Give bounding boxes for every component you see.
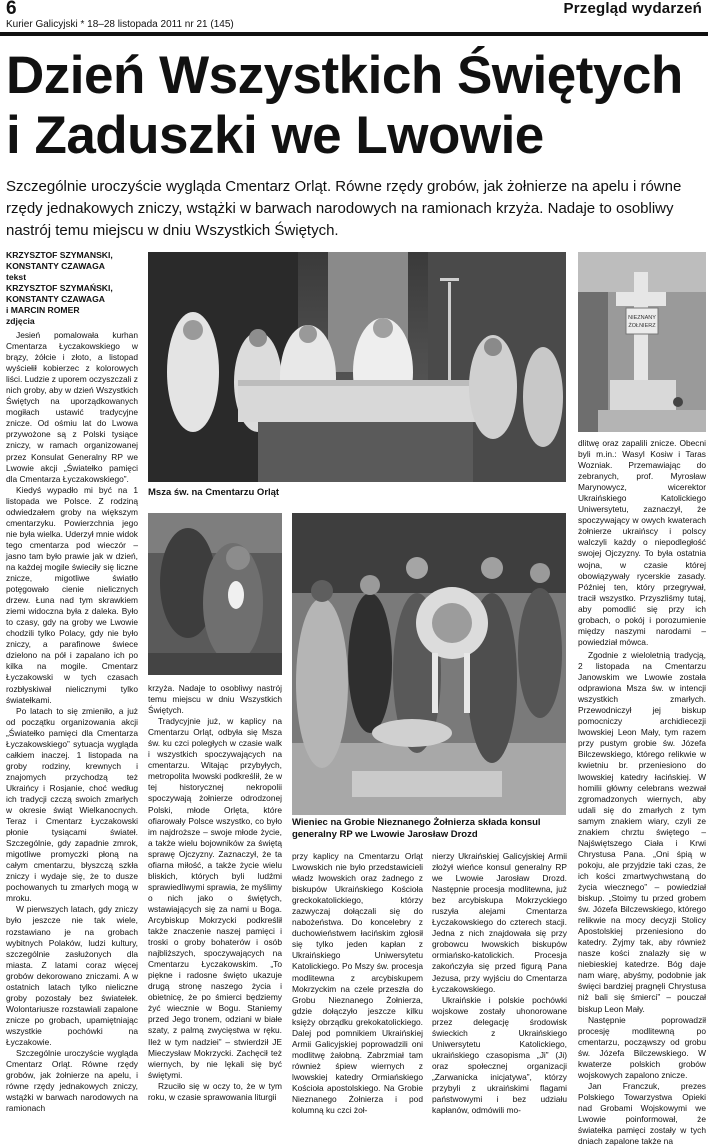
plaque-text-line1: NIEZNANY xyxy=(628,315,656,321)
paragraph: Po latach to się zmieniło, a już od początku organizowania akcji „Światełko pamięci dla Cmentarza Łyczakowskiego” sytuacja wygląda całkiem inaczej. 1 listopada na groby rodziny, krewnych i znajomych przychodzą też Ukraińcy i Rosjanie, choć według ich tradycji czczą swoich zmarłych w okresie świąt Wielkanocnych. Teraz i Cmentarz Łyczakowski płonie tysiącami świateł. Szczególnie, gdy zapadnie zmrok, migotliwe promyczki płoną na całym cmentarzu, błyszczą szkła zniczy i wydaje się, że to dusze pochowanych tu zmarłych mogą w mroku. xyxy=(6,705,138,904)
photo-angel-statue xyxy=(148,513,282,675)
byline-line: KRZYSZTOF SZYMANSKI, xyxy=(6,250,113,260)
photo-military-grave xyxy=(578,252,706,432)
paragraph: Kiedyś wypadło mi być na 1 listopada we Polsce. Z rodziną odwiedzałem groby na większym cmentarzyku. Powierzchnia jego nie była wielka. Uderzył mnie widok tego cmentarza pod wieczór – jasno tam było prawie jak w dzień, na każdej mogile świeciły się liczne znicze, migotliwe światło potęgowało cienie nielicznych drzew. Łuna nad tym skrawkiem ziemi widoczna była z daleka. Było to czasy, gdy na groby we Lwowie chodzili tylko Polacy, gdy nie było zniczy, a parafinowe świece dzielono na pół i zapalano ich po kilka na mogile. Cmentarz Łyczakowski w tych czasach rozbłyskiwał nielicznymi tylko światełkami. xyxy=(6,484,138,705)
paragraph: dlitwę oraz zapalili znicze. Obecni byli m.in.: Wasyl Kosiw i Taras Wozniak. Przemawiając do zebranych, prof. Myrosław Marynowycz, wicerektor Ukraińskiego Katolickiego Uniwersytetu, zaznaczył, że spoczywający w owych kwaterach żołnierze ukraińscy i polscy walczyli każdy o niepodległość swojej Ojczyzny. To była ostatnia wojna, w czasie której obowiązywały rycerskie zasady. Później ten, który przegrywał, tracił wszystko. Przyszliśmy tutaj, aby pomodlić się przy ich grobach, o pokój i porozumienie między naszymi narodami – powiedział mówca. xyxy=(578,438,706,647)
text-column-1 xyxy=(6,250,138,1114)
paragraph: Następnie poprowadził procesję modlitewną po cmentarzu, począwszy od grobu św. Józefa Bilczewskiego. W kwaterze polskich grobów wojskowych zapalono znicze. xyxy=(578,1014,706,1080)
byline-line: tekst xyxy=(6,272,27,282)
article-title-line2: i Zaduszki we Lwowie xyxy=(6,106,544,165)
article-title xyxy=(6,46,706,166)
publication-info: Kurier Galicyjski * 18–28 listopada 2011 nr 21 (145) xyxy=(6,19,234,30)
section-title: Przegląd wydarzeń xyxy=(563,0,702,17)
paragraph: Szczególnie uroczyście wygląda Cmentarz Orląt. Równe rzędy grobów, jak żołnierze na apelu, i równe rzędy jednakowych zniczy, wstążki w barwach narodowych na ramionach xyxy=(6,1048,138,1114)
byline-line: zdjęcia xyxy=(6,316,35,326)
paragraph: Tradycyjnie już, w kaplicy na Cmentarzu Orląt, odbyła się Msza św. ku czci poległych w czasie walk i wszystkich spoczywających na cmentarzu. Witając przybyłych, metropolita lwowski podkreślił, że w tej historycznej nekropolii spoczywają żołnierze odrodzonej Polski, młode Orlęta, które ofiarowały Polsce wszystko, co było im najdroższe – swoje młode życie, a także wielu bojowników za świętą sprawę Ojczyzny. Zaznaczył, że ta ofiarna miłość, a także życie wielu bliskich, których byli ludźmi sprawiedliwymi sprawia, że myślimy o nich jako o świętych, wstawiających się za nami u Boga. Arcybiskup Mokrzycki podkreślił także znaczenie naszej pamięci i troski o groby bohaterów i osób najbliższych, spoczywających na Cmentarzu Łyczakowskim. „To piękne i radosne święto ukazuje drugą stronę naszego życia i obietnicę, że po śmierci będziemy żyć wiecznie w Bogu. Staniemy przed Jego tronem, odziani w białe szaty, z palmą zwycięstwa w ręku. Ileż w tym nadziei” – stwierdził JE Mieczysław Mokrzycki. Zachęcił też wiernych, by nie lękali się być świętymi. xyxy=(148,716,282,1080)
article-title-line1: Dzień Wszystkich Świętych xyxy=(6,46,683,105)
paragraph: Jesień pomalowała kurhan Cmentarza Łyczakowskiego w brązy, żółcie i złoto, a listopad wyściełił kobierzec z kolorowych liści. Ludzie z uporem oczyszczali z nich groby, aby w dzień Wszystkich Świętych na uporządkowanych mogiłach ustawić tradycyjne znicze. Od ośmiu lat do Lwowa przywożone są z Polski tysiące zniczy, w ramach organizowanej przez Konsulat Generalny RP we Lwowie akcji „Światełko pamięci dla Cmentarza Łyczakowskiego”. xyxy=(6,330,138,484)
paragraph: Zgodnie z wieloletnią tradycją, 2 listopada na Cmentarzu Janowskim we Lwowie została odprawiona Msza św. w intencji wszystkich zmarłych. Przewodniczył jej biskup pomocniczy archidiecezji lwowskiej Leon Mały, tym razem przy pustym grobie św. Józefa Bilczewskiego, którego relikwie w kwietniu br. przeniesiono do lwowskiej katedry łacińskiej. W homilii główny celebrans wezwał zgromadzonych wiernych, aby udali się do zmarłych z tym samym znakiem wiary, czyli ze znakiem chrztu świętego – Najświętszego Ciała i Krwi Chrystusa Pana. „Oni śpią w pokoju, ale przyjdzie taki czas, że ich kości zmartwychwstaną do życia wiecznego” – powiedział biskup. „Stoimy tu przed grobem św. Józefa Bilczewskiego, którego relikwie na mocy decyzji Stolicy Apostolskiej przeniesiono do katedry. Żyjmy tak, aby również nasze kości znalazły się w niebieskiej katedrze. Bóg daje nam wiarę, abyśmy, podobnie jak święci bardziej pragnęli Chrystusa niż bali się śmierci” – pouczał biskup Leon Mały. xyxy=(578,650,706,1014)
plaque-text-line2: ŻOŁNIERZ xyxy=(628,323,656,329)
paragraph: przy kaplicy na Cmentarzu Orląt Lwowskich nie było przedstawicieli władz lwowskich oraz żadnego z biskupów Ukraińskiego Kościoła greckokatolickiego, którzy zazwyczaj dołączali się do nabożeństwa. Do koncelebry z duchowieństwem łacińskim zgłosił się tylko jeden kapłan z Ukraińskiego Uniwersytetu Katolickiego. Po Mszy św. procesja modlitewna z arcybiskupem Mokrzyckim na czele przeszła do Grobu Nieznanego Żołnierza, gdzie dołączyło jeszcze kilku księży obrządku grekokatolickiego. Dalej pod pomnikiem Ukraińskiej Armii Galicyjskiej poprowadzili oni modlitwę żałobną. Zabrzmiał tam również śpiew wiernych z lwowskiej katedry Ormiańskiego Kościoła apostolskiego. Na Grobie Nieznanego Żołnierza i pod kolumną ku czci żoł- xyxy=(292,851,423,1116)
article-lead: Szczególnie uroczyście wygląda Cmentarz Orląt. Równe rzędy grobów, jak żołnierze na apelu i równe rzędy jednakowych zniczy, wstążki w barwach narodowych na ramionach krzyża. Nadaje to osobliwy nastrój temu miejscu w dniu Wszystkich Świętych. xyxy=(6,178,682,239)
text-column-3 xyxy=(292,851,423,1116)
paragraph: Rzuciło się w oczy to, że w tym roku, w czasie sprawowania liturgii xyxy=(148,1080,282,1102)
paragraph: krzyża. Nadaje to osobliwy nastrój temu miejscu w dniu Wszystkich Świętych. xyxy=(148,683,282,716)
byline-line: KRZYSZTOF SZYMAŃSKI, xyxy=(6,283,113,293)
text-column-4 xyxy=(432,851,567,1116)
caption-mass: Msza św. na Cmentarzu Orląt xyxy=(148,487,280,498)
byline-line: KONSTANTY CZAWAGA xyxy=(6,261,105,271)
page-number: 6 xyxy=(6,0,17,19)
text-column-5b xyxy=(578,650,706,1147)
text-column-2 xyxy=(148,683,282,1101)
caption-wreath: Wieniec na Grobie Nieznanego Żołnierza składa konsul generalny RP we Lwowie Jarosław Drozd xyxy=(292,817,541,840)
header-rule xyxy=(0,32,708,36)
text-column-5a xyxy=(578,438,706,646)
byline-line: KONSTANTY CZAWAGA xyxy=(6,294,105,304)
paragraph: nierzy Ukraińskiej Galicyjskiej Armii złożył wieńce konsul generalny RP we Lwowie Jarosław Drozd. Następnie procesja modlitewna, już bez arcybiskupa Mokrzyckiego ruszyła alejami Cmentarza Łyczakowskiego do czterech stacji. Jedna z nich znajdowała się przy grobowcu lwowskich biskupów ormiańsko-katolickich. Procesja zakończyła się przed figurą Pana Jezusa, przy wyjściu do Cmentarza Łyczakowskiego. xyxy=(432,851,567,994)
paragraph: Jan Franczuk, prezes Polskiego Towarzystwa Opieki nad Grobami Wojskowymi we Lwowie poinformował, że światełka pamięci zostały w tych dniach zapalone także na xyxy=(578,1080,706,1147)
photo-mass xyxy=(148,252,566,482)
byline-line: i MARCIN ROMER xyxy=(6,305,80,315)
byline xyxy=(6,250,138,327)
photo-wreath-ceremony xyxy=(292,513,566,815)
paragraph: Ukraińskie i polskie pochówki wojskowe zostały uhonorowane przez delegację środowisk świeckich z Ukraińskiego Uniwersytetu Katolickiego, ukraińskiego czasopisma „Ji” (Jі) oraz społecznej organizacji „Zarwanicka inicjatywa”, którzy przybyli z ukraińskimi flagami państwowymi i bez udziału kapłanów, odmówili mo- xyxy=(432,994,567,1116)
paragraph: W pierwszych latach, gdy zniczy było jeszcze nie tak wiele, rozstawiano je na grobach wybitnych Polaków, ludzi kultury, szczególnie zasłużonych dla miasta. Z latami coraz więcej grobów dekorowano zniczami. A w ostatnich latach tylko nieliczne groby pozostały bez światełek. Wolontariusze rozstawiali zapalone znicze po grobach, upamiętniając wszystkie pochówki na Łyczakowie. xyxy=(6,904,138,1047)
